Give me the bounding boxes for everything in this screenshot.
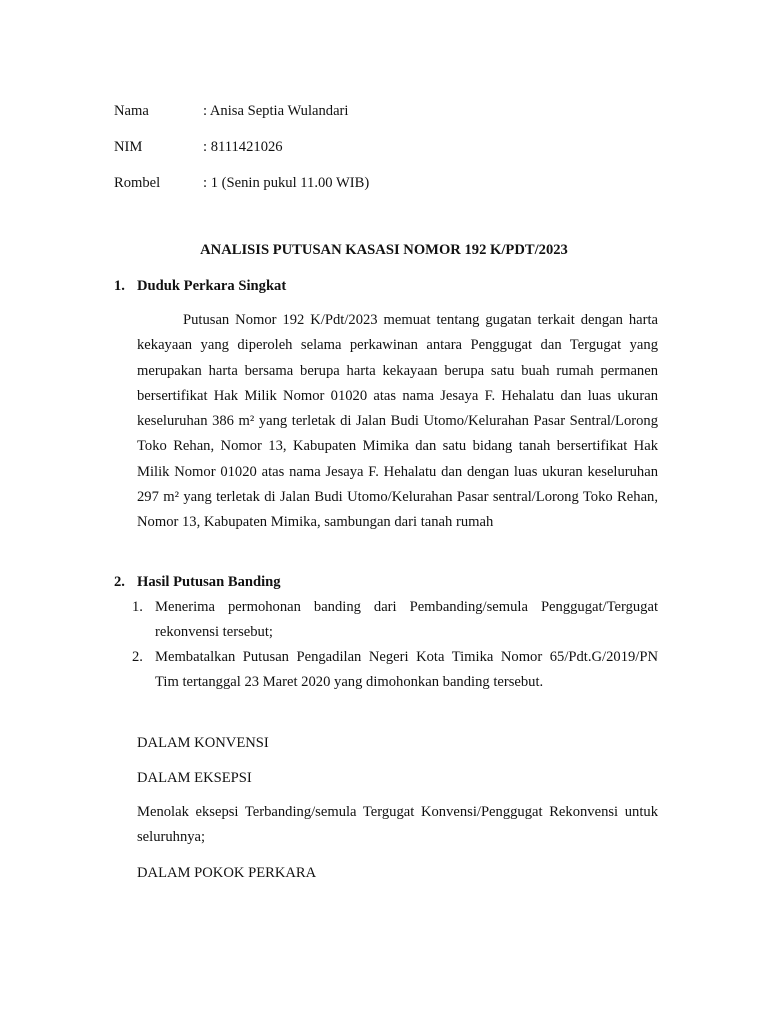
pokok-perkara-heading: DALAM POKOK PERKARA	[137, 865, 317, 881]
section-1-title: Duduk Perkara Singkat	[137, 278, 287, 294]
nim-label: NIM	[114, 139, 143, 155]
rombel-label: Rombel	[114, 175, 161, 191]
section-1-number: 1.	[114, 278, 125, 294]
eksepsi-heading: DALAM EKSEPSI	[137, 770, 252, 786]
name-label: Nama	[114, 103, 149, 119]
list-item-text: Menerima permohonan banding dari Pembanding/semula Penggugat/Tergugat rekonvensi tersebut;	[155, 599, 658, 641]
name-value: : Anisa Septia Wulandari	[203, 103, 349, 119]
nim-value: : 8111421026	[203, 139, 283, 155]
section-2-title: Hasil Putusan Banding	[137, 574, 281, 590]
eksepsi-paragraph: Menolak eksepsi Terbanding/semula Tergugat Konvensi/Penggugat Rekonvensi untuk seluruhnya;	[137, 804, 658, 846]
section-2-number: 2.	[114, 574, 125, 590]
list-item-text: Membatalkan Putusan Pengadilan Negeri Kota Timika Nomor 65/Pdt.G/2019/PN Tim tertanggal 23 Maret 2020 yang dimohonkan banding tersebut.	[155, 649, 658, 691]
section-1-paragraph: Putusan Nomor 192 K/Pdt/2023 memuat tentang gugatan terkait dengan harta kekayaan yang diperoleh selama perkawinan antara Penggugat dan Tergugat yang merupakan harta bersama berupa harta kekayaan berupa satu buah rumah permanen bersertifikat Hak Milik Nomor 01020 atas nama Jesaya F. Hehalatu dan luas ukuran keseluruhan 386 m² yang terletak di Jalan Budi Utomo/Kelurahan Pasar Sentral/Lorong Toko Rehan, Nomor 13, Kabupaten Mimika dan satu bidang tanah bersertifikat Hak Milik Nomor 01020 atas nama Jesaya F. Hehalatu dan dengan luas ukuran keseluruhan 297 m² yang terletak di Jalan Budi Utomo/Kelurahan Pasar sentral/Lorong Toko Rehan, Nomor 13, Kabupaten Mimika, sambungan dari tanah rumah	[137, 312, 658, 531]
list-item-number: 2.	[132, 649, 143, 665]
document-title: ANALISIS PUTUSAN KASASI NOMOR 192 K/PDT/2023	[200, 242, 568, 258]
konvensi-heading: DALAM KONVENSI	[137, 735, 269, 751]
list-item-number: 1.	[132, 599, 143, 615]
rombel-value: : 1 (Senin pukul 11.00 WIB)	[203, 175, 370, 191]
